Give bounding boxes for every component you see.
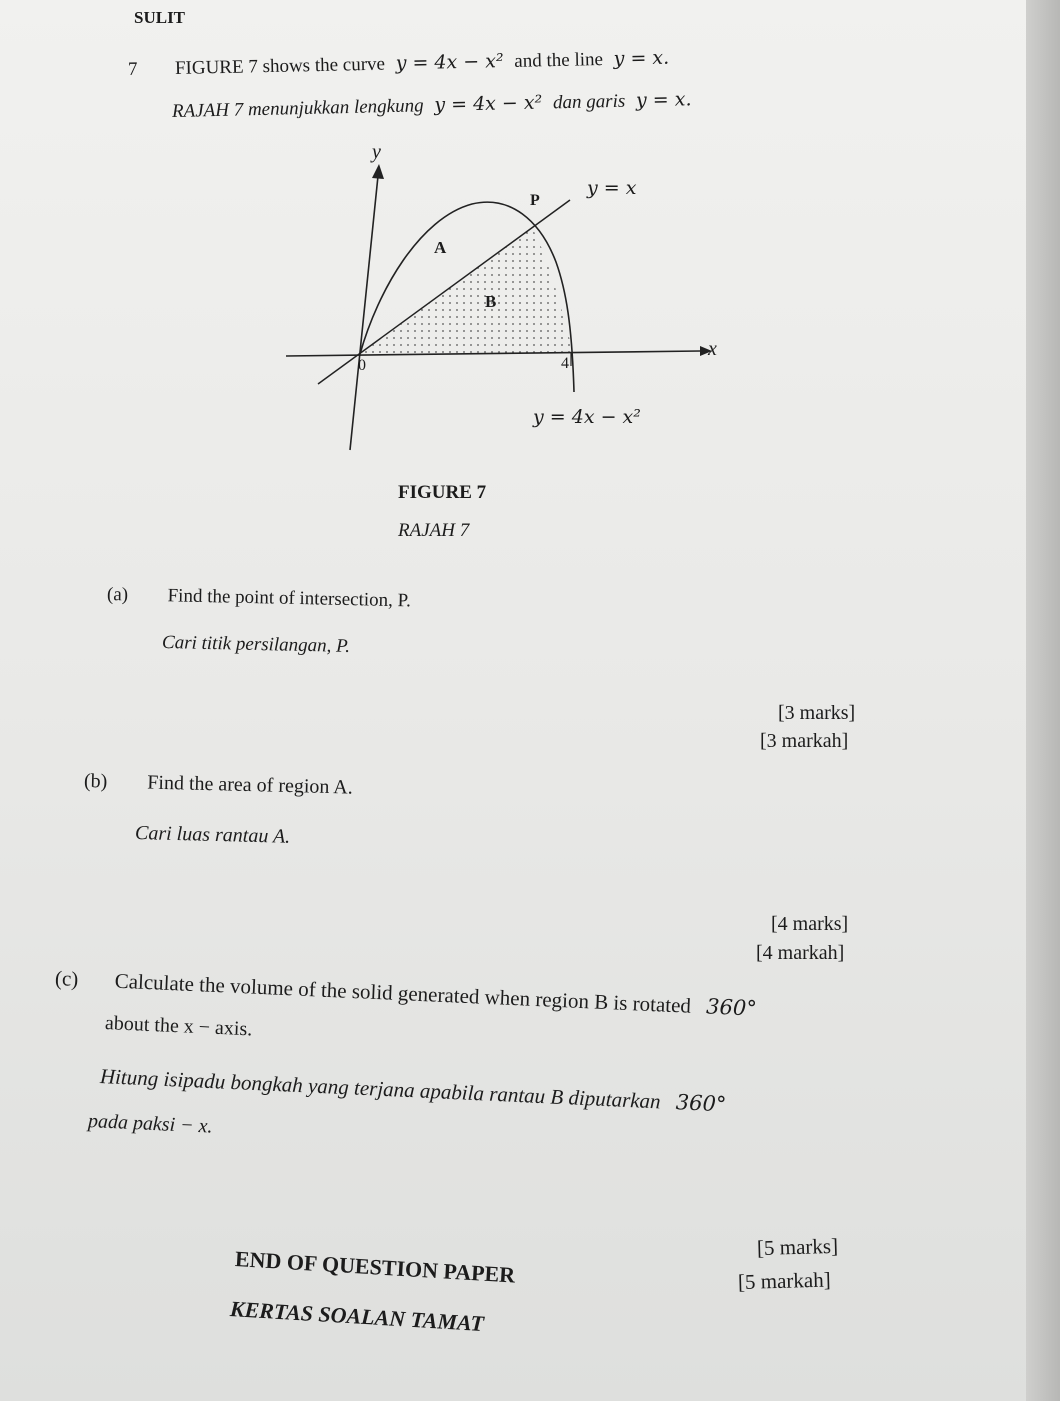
y-axis-label: y xyxy=(372,141,381,163)
part-a-question-en: Find the point of intersection, P. xyxy=(167,585,412,612)
x-axis-label: x xyxy=(708,338,717,360)
y-axis-arrow xyxy=(372,164,384,179)
part-b-marks-ms: [4 markah] xyxy=(756,942,845,964)
end-of-paper-ms: KERTAS SOALAN TAMAT xyxy=(229,1296,485,1337)
intro-ms-part1: RAJAH 7 menunjukkan lengkung xyxy=(171,95,424,122)
line-equation-en: y = x. xyxy=(613,46,670,70)
part-b-question-ms: Cari luas rantau A. xyxy=(134,822,291,848)
part-b-letter: (b) xyxy=(83,770,108,793)
curve-equation-ms: y = 4x − x² xyxy=(434,91,543,117)
part-c-marks-en: [5 marks] xyxy=(756,1233,839,1260)
part-c-degrees-ms: 360° xyxy=(675,1090,727,1117)
part-a-marks-ms: [3 markah] xyxy=(760,730,849,752)
part-c-degrees-en: 360° xyxy=(705,994,758,1021)
line-equation-ms: y = x. xyxy=(635,88,692,112)
part-c-question-ms-1: Hitung isipadu bongkah yang terjana apabila rantau B diputarkan xyxy=(99,1064,662,1114)
part-c-marks-ms: [5 markah] xyxy=(737,1267,831,1294)
intro-en-part1: FIGURE 7 shows the curve xyxy=(174,53,386,80)
curve-equation-en: y = 4x − x² xyxy=(395,50,504,75)
intro-ms-part2: dan garis xyxy=(552,90,626,114)
figure-caption-ms: RAJAH 7 xyxy=(398,520,470,541)
line-label: y = x xyxy=(587,177,637,199)
part-c-question-en-2: about the x − axis. xyxy=(104,1012,253,1041)
sulit-header: SULIT xyxy=(134,8,186,27)
part-c-question-ms-2: pada paksi − x. xyxy=(87,1110,213,1138)
part-c-question-en-1: Calculate the volume of the solid generated when region B is rotated xyxy=(114,968,692,1018)
curve-label: y = 4x − x² xyxy=(533,406,641,428)
figure-caption-en: FIGURE 7 xyxy=(398,482,487,503)
region-b-label: B xyxy=(485,292,497,311)
end-of-paper-en: END OF QUESTION PAPER xyxy=(234,1246,516,1288)
part-c-letter: (c) xyxy=(54,966,79,992)
question-number: 7 xyxy=(127,58,138,80)
part-b-marks-en: [4 marks] xyxy=(771,913,849,935)
region-a-label: A xyxy=(434,238,447,257)
point-p-label: P xyxy=(530,192,540,209)
part-a-letter: (a) xyxy=(106,584,129,606)
part-a-marks-en: [3 marks] xyxy=(778,702,856,724)
part-b-question-en: Find the area of region A. xyxy=(147,771,354,799)
x-value-4-label: 4 xyxy=(561,355,569,372)
intro-en-part2: and the line xyxy=(514,49,604,72)
origin-label: 0 xyxy=(358,357,366,374)
region-b-shading xyxy=(362,228,573,353)
part-a-question-ms: Cari titik persilangan, P. xyxy=(161,632,351,657)
